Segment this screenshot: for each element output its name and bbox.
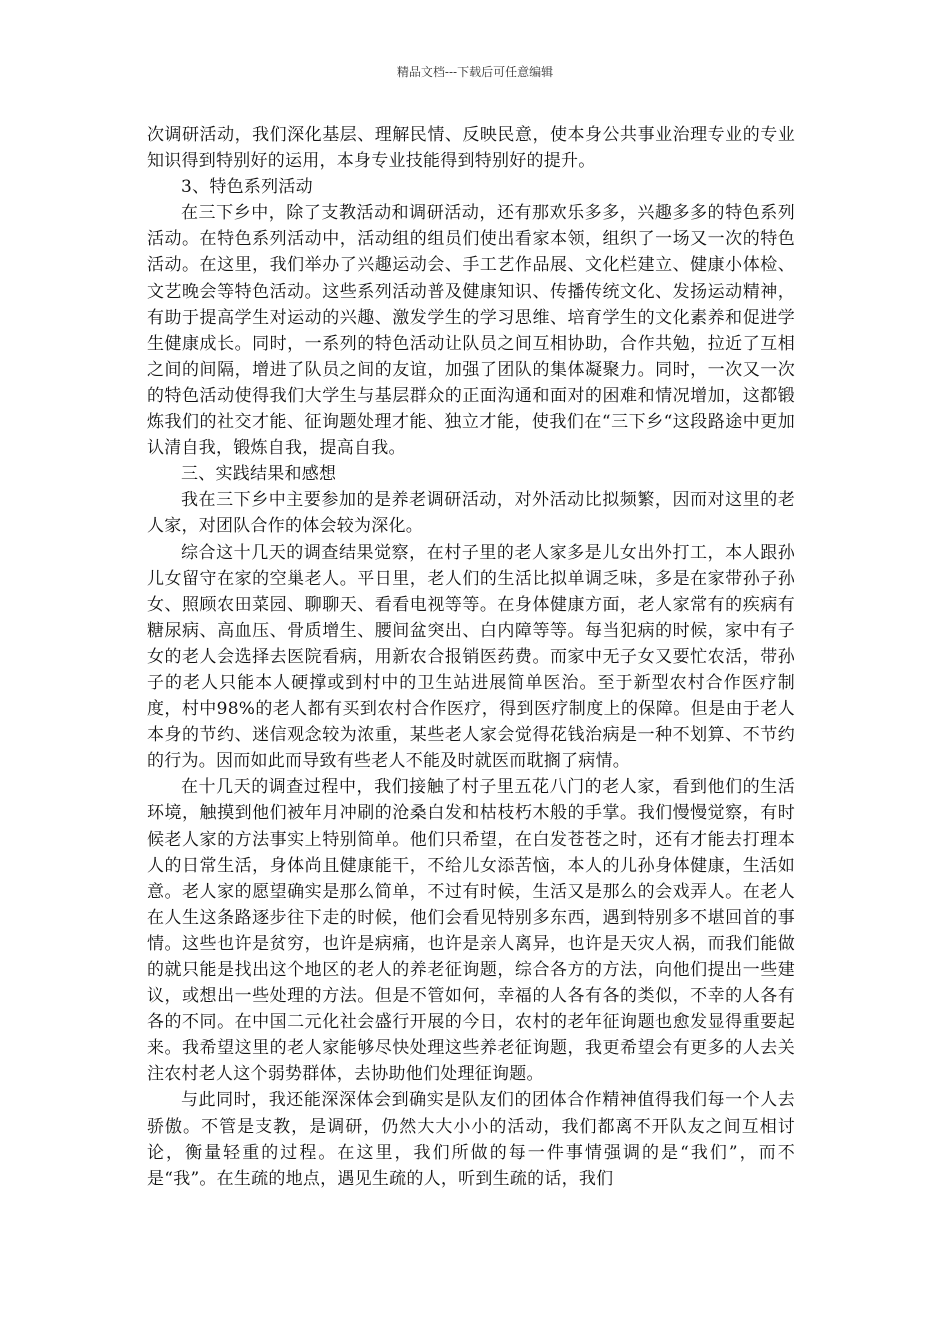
document-body [147, 122, 795, 1192]
paragraph-elderly-survey: 我在三下乡中主要参加的是养老调研活动，对外活动比拟频繁，因而对这里的老人家，对团队合作的体会较为深化。 [147, 490, 795, 537]
paragraph-special-activities: 在三下乡中，除了支教活动和调研活动，还有那欢乐多多，兴趣多多的特色系列活动。在特色系列活动中，活动组的组员们使出看家本领，组织了一场又一次的特色活动。在这里，我们举办了兴趣运动会、手工艺作品展、文化栏建立、健康小体检、文艺晚会等特色活动。这些系列活动普及健康知识、传播传统文化、发扬运动精神，有助于提高学生对运动的兴趣、激发学生的学习思维、培育学生的文化素养和促进学生健康成长。同时，一系列的特色活动让队员之间互相协助，合作共勉，拉近了互相之间的间隔，增进了队员之间的友谊，加强了团队的集体凝聚力。同时，一次又一次的特色活动使得我们大学生与基层群众的正面沟通和面对的困难和情况增加，这都锻炼我们的社交才能、征询题处理才能、独立才能，使我们在“三下乡“这段路途中更加认清自我，锻炼自我，提高自我。 [147, 203, 795, 459]
page-header: 精品文档---下载后可任意编辑 [396, 65, 554, 79]
paragraph-1: 次调研活动，我们深化基层、理解民情、反映民意，使本身公共事业治理专业的专业知识得到特别好的运用，本身专业技能得到特别好的提升。 [147, 125, 795, 172]
paragraph-reflections: 在十几天的调查过程中，我们接触了村子里五花八门的老人家，看到他们的生活环境，触摸到他们被年月冲刷的沧桑白发和枯枝朽木般的手掌。我们慢慢觉察，有时候老人家的方法事实上特别简单。他们只希望，在白发苍苍之时，还有才能去打理本人的日常生活，身体尚且健康能干，不给儿女添苦恼，本人的儿孙身体健康，生活如意。老人家的愿望确实是那么简单，不过有时候，生活又是那么的会戏弄人。在老人在人生这条路逐步往下走的时候，他们会看见特别多东西，遇到特别多不堪回首的事情。这些也许是贫穷，也许是病痛，也许是亲人离异，也许是天灾人祸，而我们能做的就只能是找出这个地区的老人的养老征询题，综合各方的方法，向他们提出一些建议，或想出一些处理的方法。但是不管如何，幸福的人各有各的类似，不幸的人各有各的不同。在中国二元化社会盛行开展的今日，农村的老年征询题也愈发显得重要起来。我希望这里的老人家能够尽快处理这些养老征询题，我更希望会有更多的人去关注农村老人这个弱势群体，去协助他们处理征询题。 [147, 777, 795, 1085]
section-heading-results: 三、实践结果和感想 [181, 464, 337, 485]
paragraph-teamwork: 与此同时，我还能深深体会到确实是队友们的团体合作精神值得我们每一个人去骄傲。不管是支教，是调研，仍然大大小小的活动，我们都离不开队友之间互相讨论，衡量轻重的过程。在这里，我们所做的每一件事情强调的是“我们”，而不是“我”。在生疏的地点，遇见生疏的人，听到生疏的话，我们 [147, 1090, 795, 1189]
section-heading-special-activities: 3、特色系列活动 [181, 177, 313, 198]
paragraph-survey-findings: 综合这十几天的调查结果觉察，在村子里的老人家多是儿女出外打工，本人跟孙儿女留守在家的空巢老人。平日里，老人们的生活比拟单调乏味，多是在家带孙子孙女、照顾农田菜园、聊聊天、看看电视等等。在身体健康方面，老人家常有的疾病有糖尿病、高血压、骨质增生、腰间盆突出、白内障等等。每当犯病的时候，家中有子女的老人会选择去医院看病，用新农合报销医药费。而家中无子女又要忙农活，带孙子的老人只能本人硬撑或到村中的卫生站进展简单医治。至于新型农村合作医疗制度，村中98%的老人都有买到农村合作医疗，得到医疗制度上的保障。但是由于老人本身的节约、迷信观念较为浓重，某些老人家会觉得花钱治病是一种不划算、不节约的行为。因而如此而导致有些老人不能及时就医而耽搁了病情。 [147, 542, 795, 772]
